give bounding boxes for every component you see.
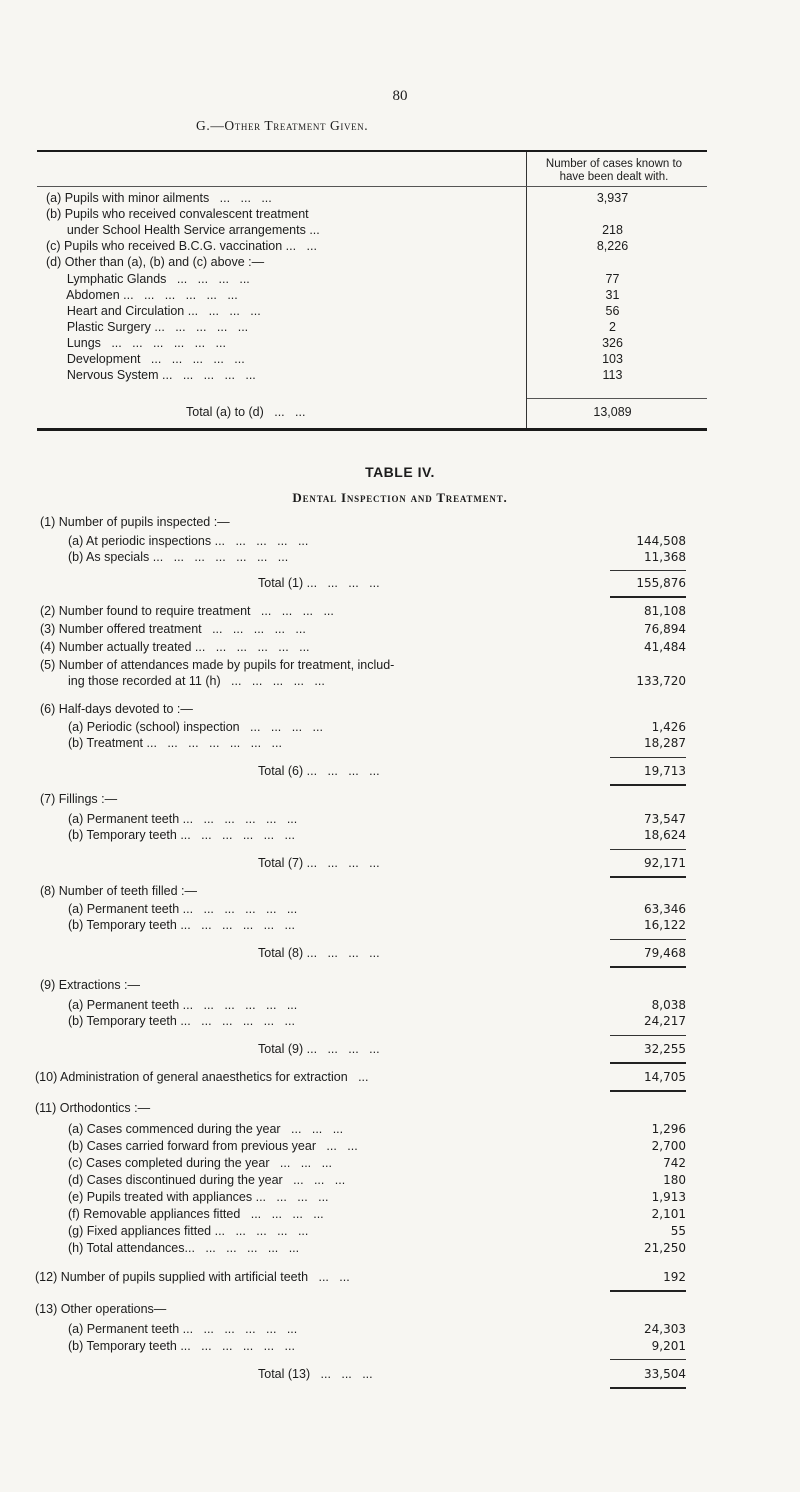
section-g-title: G.—Other Treatment Given. [196, 118, 369, 133]
row-label: Heart and Circulation ... ... ... ... [46, 304, 261, 318]
row-value: 1,426 [651, 720, 686, 734]
total-double-rule [610, 966, 686, 968]
row-label: (a) Permanent teeth ... ... ... ... ... ... [68, 1322, 298, 1336]
row-value: 81,108 [644, 604, 686, 618]
row-label: (b) Temporary teeth ... ... ... ... ... ... [68, 828, 295, 842]
subtotal-rule [610, 1035, 686, 1036]
row-value: 133,720 [636, 674, 686, 688]
row-label: under School Health Service arrangements ... [46, 223, 320, 237]
row-value: 16,122 [644, 918, 686, 932]
row-label: (a) Pupils with minor ailments ... ... ... [46, 191, 272, 205]
row-value: 31 [605, 288, 620, 302]
row-label: (6) Half-days devoted to :— [40, 702, 193, 716]
row-value: 8,226 [596, 239, 629, 253]
row-value: 14,705 [644, 1070, 686, 1084]
row-label: Total (1) ... ... ... ... [258, 576, 380, 590]
row-value: 33,504 [644, 1367, 686, 1381]
row-label: (d) Other than (a), (b) and (c) above :— [46, 255, 265, 269]
row-value: 2,101 [651, 1207, 686, 1221]
row-value: 155,876 [636, 576, 686, 590]
total-double-rule [610, 1290, 686, 1292]
row-value: 9,201 [651, 1339, 686, 1353]
row-label: (7) Fillings :— [40, 792, 118, 806]
row-value: 24,303 [644, 1322, 686, 1336]
total-double-rule [610, 1062, 686, 1064]
row-value: 103 [602, 352, 623, 366]
row-value: 218 [602, 223, 623, 237]
row-label: (5) Number of attendances made by pupils for treatment, includ- [40, 658, 395, 672]
row-value: 3,937 [596, 191, 629, 205]
row-value: 192 [663, 1270, 686, 1284]
subtotal-rule [610, 849, 686, 850]
row-label: Total (9) ... ... ... ... [258, 1042, 380, 1056]
row-value: 1,296 [651, 1122, 686, 1136]
row-value: 55 [670, 1224, 686, 1238]
row-value: 180 [663, 1173, 686, 1187]
row-label: (b) Pupils who received convalescent treatment [46, 207, 309, 221]
row-label: (c) Cases completed during the year ... ... ... [68, 1156, 332, 1170]
column-divider [526, 152, 527, 400]
row-value: 18,624 [644, 828, 686, 842]
row-label: Total (13) ... ... ... [258, 1367, 373, 1381]
row-value: 11,368 [644, 550, 686, 564]
row-label: Total (7) ... ... ... ... [258, 856, 380, 870]
row-value: 56 [605, 304, 620, 318]
row-label: (a) Periodic (school) inspection ... ... ... ... [68, 720, 323, 734]
row-label: (2) Number found to require treatment ... ... ... ... [40, 604, 334, 618]
row-label: Total (8) ... ... ... ... [258, 946, 380, 960]
row-label: (b) Temporary teeth ... ... ... ... ... ... [68, 918, 295, 932]
column-header: Number of cases known to have been dealt with. [545, 158, 683, 183]
row-label: (9) Extractions :— [40, 978, 141, 992]
row-label: (4) Number actually treated ... ... ... ... ... ... [40, 640, 310, 654]
row-value: 8,038 [651, 998, 686, 1012]
column-divider [526, 398, 527, 428]
page-number: 80 [392, 88, 408, 104]
total-rule [526, 398, 707, 399]
table-top-rule [37, 150, 707, 152]
row-value: 73,547 [644, 812, 686, 826]
row-value: 326 [602, 336, 623, 350]
subtotal-rule [610, 939, 686, 940]
row-label: (13) Other operations— [35, 1302, 167, 1316]
row-value: 77 [605, 272, 620, 286]
row-value: 2 [609, 320, 616, 334]
row-label: (c) Pupils who received B.C.G. vaccination ... ... [46, 239, 317, 253]
table-bottom-rule [37, 428, 707, 431]
row-label: (a) Permanent teeth ... ... ... ... ... ... [68, 998, 298, 1012]
total-value: 13,089 [593, 405, 632, 419]
table-iv-subtitle: Dental Inspection and Treatment. [292, 490, 508, 505]
row-value: 18,287 [644, 736, 686, 750]
row-label: (h) Total attendances... ... ... ... ... ... [68, 1241, 300, 1255]
row-label: (1) Number of pupils inspected :— [40, 515, 230, 529]
row-value: 63,346 [644, 902, 686, 916]
subtotal-rule [610, 1359, 686, 1360]
row-label: (e) Pupils treated with appliances ... ... ... ... [68, 1190, 329, 1204]
row-value: 92,171 [644, 856, 686, 870]
row-label: (11) Orthodontics :— [35, 1101, 151, 1115]
row-label: (b) Temporary teeth ... ... ... ... ... ... [68, 1014, 295, 1028]
row-label: (f) Removable appliances fitted ... ... ... ... [68, 1207, 324, 1221]
row-value: 21,250 [644, 1241, 686, 1255]
row-value: 19,713 [644, 764, 686, 778]
subtotal-rule [610, 757, 686, 758]
header-rule [37, 186, 707, 187]
row-value: 32,255 [644, 1042, 686, 1056]
row-label: (b) Cases carried forward from previous year ... ... [68, 1139, 358, 1153]
row-label: Total (6) ... ... ... ... [258, 764, 380, 778]
row-label: (b) As specials ... ... ... ... ... ... ... [68, 550, 289, 564]
row-label: (10) Administration of general anaesthetics for extraction ... [35, 1070, 369, 1084]
row-label: (12) Number of pupils supplied with artificial teeth ... ... [35, 1270, 350, 1284]
total-double-rule [610, 1090, 686, 1092]
row-label: Development ... ... ... ... ... [46, 352, 245, 366]
row-label: (a) Permanent teeth ... ... ... ... ... ... [68, 812, 298, 826]
row-value: 24,217 [644, 1014, 686, 1028]
row-label: Abdomen ... ... ... ... ... ... [46, 288, 238, 302]
subtotal-rule [610, 570, 686, 571]
total-double-rule [610, 1387, 686, 1389]
row-label: Plastic Surgery ... ... ... ... ... [46, 320, 249, 334]
row-value: 76,894 [644, 622, 686, 636]
total-double-rule [610, 596, 686, 598]
row-value: 1,913 [651, 1190, 686, 1204]
row-label: (8) Number of teeth filled :— [40, 884, 198, 898]
table-iv-title: TABLE IV. [365, 464, 435, 480]
total-double-rule [610, 784, 686, 786]
row-label: (b) Treatment ... ... ... ... ... ... ... [68, 736, 282, 750]
row-value: 79,468 [644, 946, 686, 960]
row-label: (g) Fixed appliances fitted ... ... ... ... ... [68, 1224, 309, 1238]
row-value: 2,700 [651, 1139, 686, 1153]
row-label: Lungs ... ... ... ... ... ... [46, 336, 226, 350]
row-label: (b) Temporary teeth ... ... ... ... ... ... [68, 1339, 295, 1353]
row-value: 742 [663, 1156, 686, 1170]
row-label: (d) Cases discontinued during the year ... ... ... [68, 1173, 346, 1187]
row-value: 113 [602, 368, 623, 382]
row-label: (a) At periodic inspections ... ... ... ... ... [68, 534, 309, 548]
row-label: (3) Number offered treatment ... ... ... ... ... [40, 622, 306, 636]
row-label: ing those recorded at 11 (h) ... ... ... ... ... [68, 674, 325, 688]
row-value: 144,508 [636, 534, 686, 548]
total-label: Total (a) to (d) ... ... [186, 405, 306, 419]
row-value: 41,484 [644, 640, 686, 654]
row-label: (a) Permanent teeth ... ... ... ... ... ... [68, 902, 298, 916]
row-label: Nervous System ... ... ... ... ... [46, 368, 256, 382]
row-label: Lymphatic Glands ... ... ... ... [46, 272, 250, 286]
total-double-rule [610, 876, 686, 878]
row-label: (a) Cases commenced during the year ... ... ... [68, 1122, 344, 1136]
